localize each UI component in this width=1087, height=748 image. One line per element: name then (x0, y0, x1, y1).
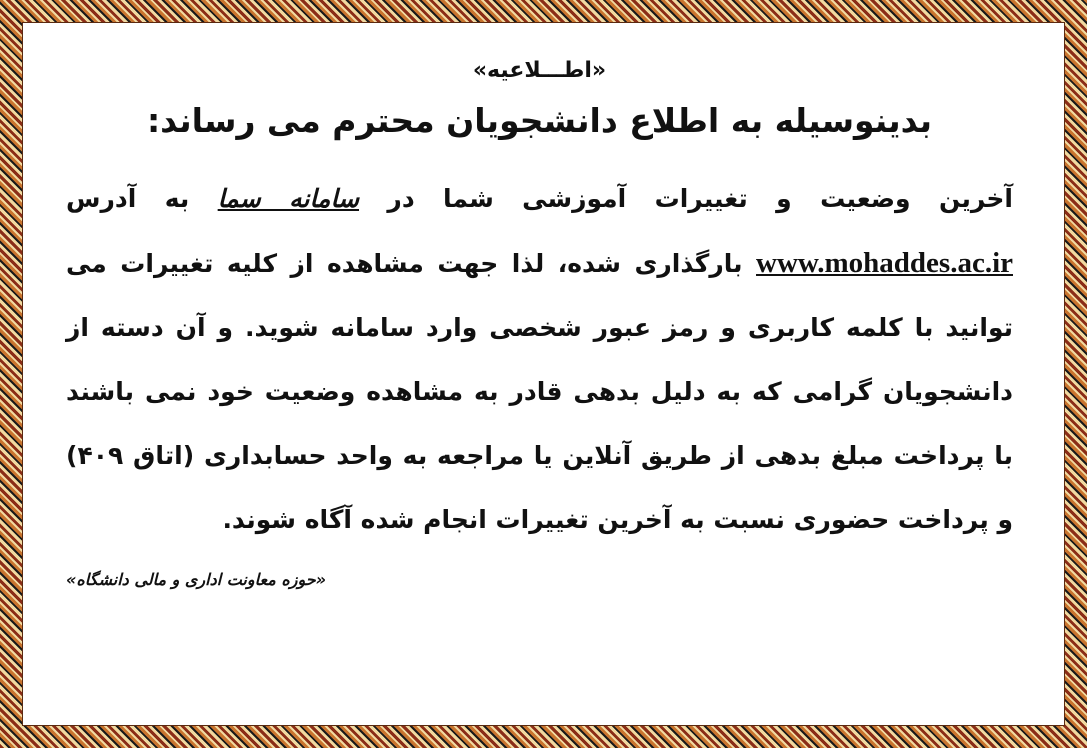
system-name: سامانه سما (217, 183, 360, 213)
signature: «حوزه معاونت اداری و مالی دانشگاه» (66, 569, 327, 589)
body-part-2: به آدرس (66, 183, 218, 213)
website-link[interactable]: www.mohaddes.ac.ir (756, 246, 1013, 279)
notice-subtitle: بدینوسیله به اطلاع دانشجویان محترم می رساند: (146, 101, 933, 140)
body-part-3: بارگذاری شده، لذا جهت مشاهده از کلیه تغییرات می توانید با کلمه کاربری و رمز عبور شخصی وارد سامانه شوید. و آن دسته از دانشجویان گرامی که به دلیل بدهی قادر به مشاهده وضعیت خود نمی باشند با پرداخت مبلغ بدهی از طریق آنلاین یا مراجعه به واحد حسابداری (اتاق ۴۰۹) و پرداخت حضوری نسبت به آخرین تغییرات انجام شده آگاه شوند. (66, 248, 1013, 534)
notice-content (66, 58, 1013, 589)
notice-heading: «اطـــلاعیه» (472, 58, 607, 83)
body-part-1: آخرین وضعیت و تغییرات آموزشی شما در (359, 183, 1013, 213)
notice-body (66, 167, 1013, 552)
